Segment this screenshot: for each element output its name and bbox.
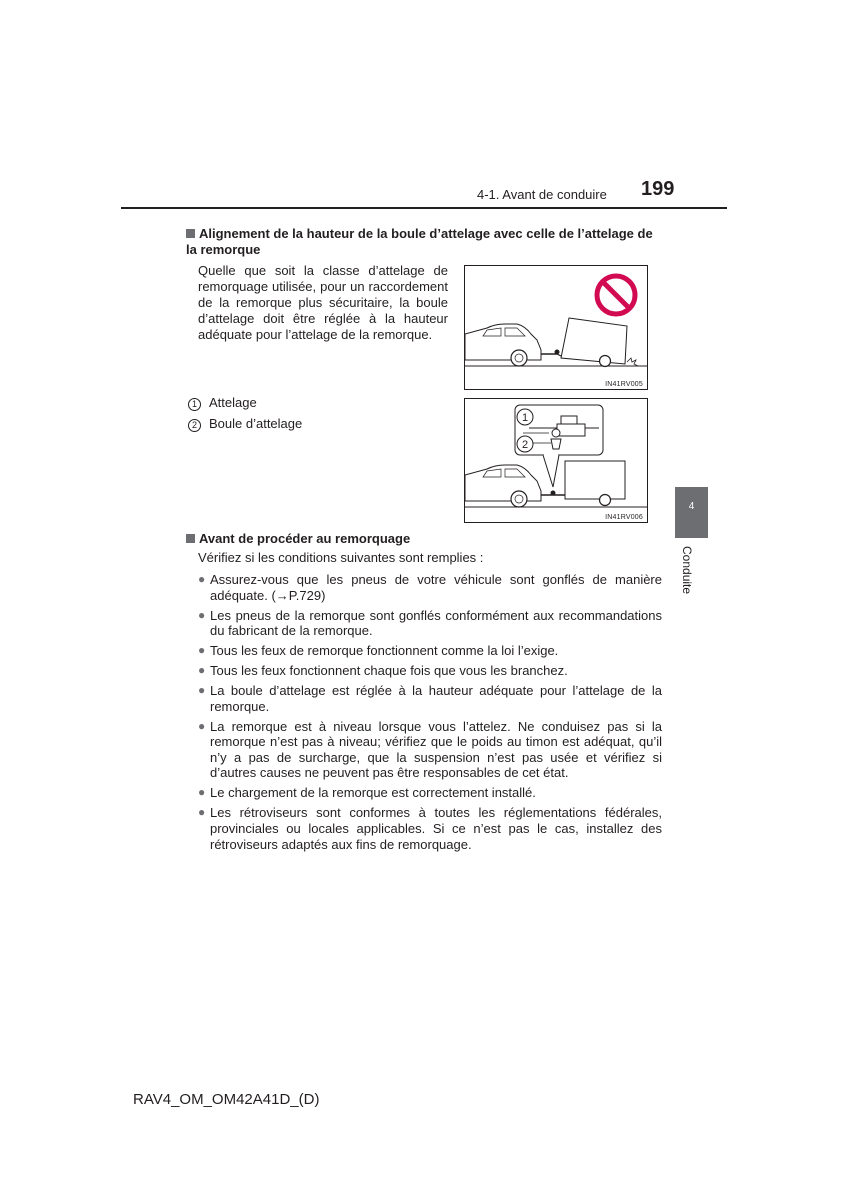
- figure-incorrect-hitch: [464, 265, 648, 390]
- figure-correct-hitch: [464, 398, 648, 523]
- checklist: [198, 572, 662, 857]
- figure-code: IN41RV005: [605, 381, 643, 388]
- list-item: ● Les rétroviseurs sont conformes à toutes les réglementations fédérales, provinciales ou locales applicables. Si ce n’est pas le cas, installez des rétroviseurs adaptés aux fins de remorquage.: [198, 805, 662, 852]
- square-bullet-icon: [186, 229, 195, 238]
- legend-item-boule: [188, 416, 302, 432]
- square-bullet-icon: [186, 534, 195, 543]
- bullet-dot-icon: ●: [198, 718, 206, 733]
- list-item: ● Assurez-vous que les pneus de votre véhicule sont gonflés de manière adéquate. (→P.729): [198, 572, 662, 603]
- document-code: RAV4_OM_OM42A41D_(D): [133, 1091, 320, 1108]
- bullet-dot-icon: ●: [198, 785, 206, 800]
- chapter-label: Conduite: [680, 546, 694, 595]
- legend-label: Boule d’attelage: [209, 416, 303, 431]
- legend-item-attelage: [188, 395, 257, 411]
- level-trailer-illustration: [565, 461, 625, 506]
- section-heading-before-towing: Avant de procéder au remorquage: [186, 531, 662, 547]
- chapter-tab: [675, 487, 708, 538]
- list-item: ● La boule d’attelage est réglée à la hauteur adéquate pour l’attelage de la remorque.: [198, 683, 662, 714]
- list-item: ● Tous les feux de remorque fonctionnent comme la loi l’exige.: [198, 643, 559, 659]
- car-illustration: [465, 324, 560, 366]
- legend-number: 1: [188, 398, 201, 411]
- list-item: ● Tous les feux fonctionnent chaque fois que vous les branchez.: [198, 663, 568, 679]
- header-divider: [121, 207, 727, 209]
- bullet-dot-icon: ●: [198, 683, 206, 698]
- list-item: ● Les pneus de la remorque sont gonflés conformément aux recommandations du fabricant de la remorque.: [198, 607, 662, 639]
- hitch-paragraph: Quelle que soit la classe d’attelage de remorquage utilisée, pour un raccordement de la remorque plus sécuritaire, la boule d’attelage doit être réglée à la hauteur adéquate pour l’attelage de la remorque.: [198, 263, 448, 342]
- list-item: ● Le chargement de la remorque est correctement installé.: [198, 785, 536, 801]
- section-title: 4-1. Avant de conduire: [477, 187, 607, 202]
- callout-label-1: 1: [521, 412, 529, 424]
- checklist-intro: Vérifiez si les conditions suivantes sont remplies :: [198, 550, 484, 565]
- bullet-dot-icon: ●: [198, 643, 206, 658]
- bullet-dot-icon: ●: [198, 572, 206, 586]
- bullet-dot-icon: ●: [198, 607, 206, 622]
- section-heading-hitch-alignment: Alignement de la hauteur de la boule d’attelage avec celle de l’attelage de la remorque: [186, 226, 653, 257]
- legend-number: 2: [188, 419, 201, 432]
- prohibition-icon: [597, 276, 635, 314]
- tilted-trailer-illustration: [557, 318, 638, 367]
- figure-correct-hitch-illustration: [465, 399, 647, 522]
- list-item: ● La remorque est à niveau lorsque vous l’attelez. Ne conduisez pas si la remorque n’est pas à niveau; vérifiez que le poids au timon est adéquat, qu’il n’y a pas de surcharge, que la suspension n’est pas usée et vérifiez si d’autres causes ne peuvent pas être responsables de cet état.: [198, 718, 662, 781]
- legend-label: Attelage: [209, 395, 257, 410]
- bullet-dot-icon: ●: [198, 805, 206, 820]
- chapter-number: 4: [688, 501, 695, 512]
- figure-incorrect-hitch-illustration: [465, 266, 647, 389]
- callout-label-2: 2: [521, 439, 529, 451]
- page-number: 199: [641, 178, 675, 200]
- bullet-dot-icon: ●: [198, 663, 206, 678]
- figure-code: IN41RV006: [605, 514, 643, 521]
